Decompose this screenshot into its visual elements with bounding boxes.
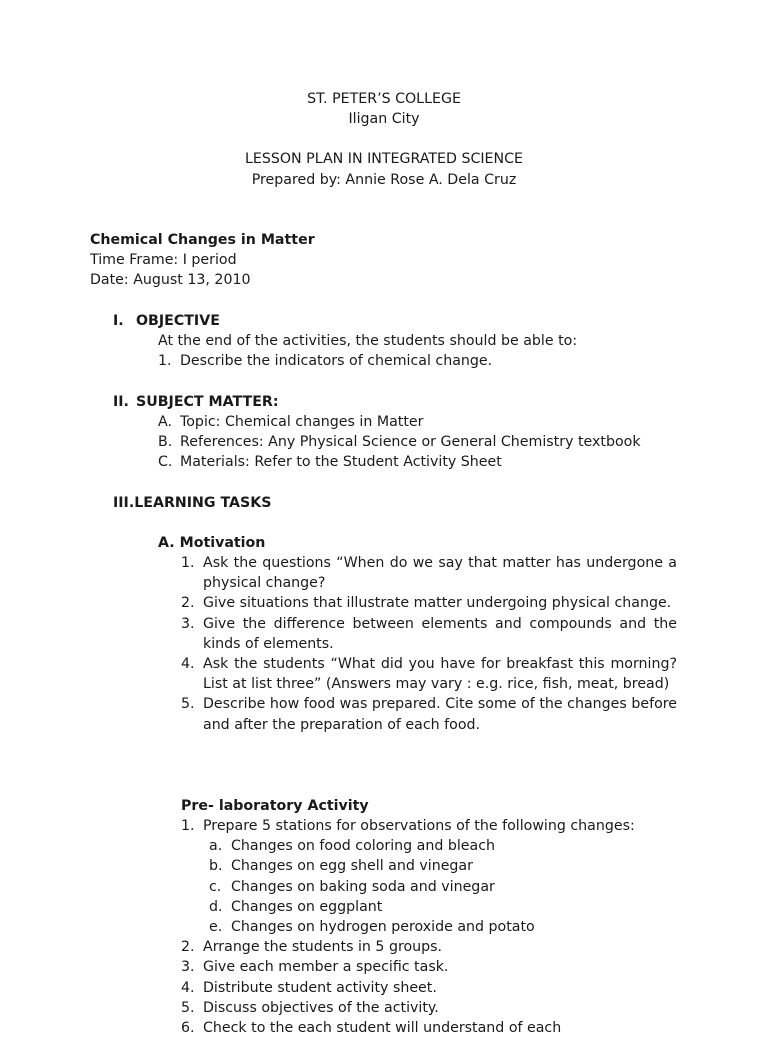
list-item: [158, 412, 688, 432]
objective-title: OBJECTIVE: [136, 313, 220, 329]
list-marker: 5.: [181, 696, 195, 713]
objective-heading: [113, 311, 713, 331]
list-item: [158, 432, 688, 452]
list-text: Ask the questions “When do we say that matter has undergone a physical change?: [203, 555, 677, 592]
list-text: Ask the students “What did you have for breakfast this morning? List at list three” (Answers may vary : e.g. rice, fish, meat, bread): [203, 656, 677, 693]
subject-matter-title: SUBJECT MATTER:: [136, 394, 279, 410]
list-marker: 3.: [181, 959, 195, 976]
list-text: Describe the indicators of chemical change.: [180, 353, 493, 370]
list-text: Distribute student activity sheet.: [203, 979, 437, 996]
list-item: [181, 694, 677, 734]
list-text: Changes on hydrogen peroxide and potato: [231, 919, 535, 936]
objective-body: [158, 331, 688, 371]
list-text: Changes on eggplant: [231, 898, 383, 915]
list-text: Arrange the students in 5 groups.: [203, 939, 443, 956]
list-marker: B.: [158, 434, 173, 451]
list-marker: 4.: [181, 656, 195, 673]
plan-title: LESSON PLAN IN INTEGRATED SCIENCE: [244, 151, 523, 168]
prepared-by: Prepared by: Annie Rose A. Dela Cruz: [251, 171, 517, 188]
list-marker: 1.: [181, 818, 195, 834]
school-name: ST. PETER’S COLLEGE: [307, 91, 461, 107]
list-text: References: Any Physical Science or General Chemistry textbook: [180, 434, 641, 451]
list-item: [209, 836, 701, 856]
list-text: Give each member a specific task.: [203, 959, 449, 976]
list-item: [181, 937, 701, 957]
list-text: Changes on food coloring and bleach: [231, 838, 496, 855]
list-marker: 5.: [181, 999, 195, 1016]
list-item: [181, 998, 701, 1018]
list-marker: 1.: [158, 353, 172, 370]
list-item: [209, 856, 701, 876]
list-item: [158, 452, 688, 472]
list-marker: e.: [209, 919, 223, 936]
list-marker: b.: [209, 858, 223, 875]
list-marker: C.: [158, 454, 173, 471]
list-text: Check to the each student will understand of each: [203, 1020, 562, 1037]
list-marker: 2.: [181, 595, 195, 612]
list-item: [209, 897, 701, 917]
list-item: [209, 917, 701, 937]
list-item: [181, 1018, 701, 1038]
list-text: Prepare 5 stations for observations of the following changes:: [203, 818, 635, 834]
list-marker: a.: [209, 838, 223, 855]
time-frame: Time Frame: I period: [90, 252, 237, 269]
list-marker: d.: [209, 898, 223, 915]
list-marker: 3.: [181, 615, 195, 632]
list-text: Give situations that illustrate matter undergoing physical change.: [203, 595, 672, 612]
list-item: [181, 654, 677, 694]
list-marker: 1.: [181, 555, 195, 571]
list-text: Changes on egg shell and vinegar: [231, 858, 473, 875]
list-marker: 2.: [181, 939, 195, 956]
stations-list: [181, 836, 701, 937]
list-marker: 4.: [181, 979, 195, 996]
list-text: Changes on baking soda and vinegar: [231, 878, 495, 895]
list-text: Give the difference between elements and compounds and the kinds of elements.: [203, 615, 677, 652]
list-marker: c.: [209, 878, 222, 895]
objective-intro: At the end of the activities, the students should be able to:: [158, 333, 578, 349]
list-item: [181, 553, 677, 593]
lesson-info: [90, 230, 690, 291]
list-item: [181, 614, 677, 654]
subject-matter-heading: [113, 392, 713, 412]
list-text: Materials: Refer to the Student Activity Sheet: [180, 454, 502, 471]
document-header: [0, 89, 768, 190]
lesson-title: Chemical Changes in Matter: [90, 232, 315, 248]
motivation-list: [181, 553, 677, 735]
list-item: [209, 877, 701, 897]
list-item: [181, 957, 701, 977]
subject-matter-number: II.: [113, 394, 129, 410]
lesson-date: Date: August 13, 2010: [90, 272, 251, 289]
subject-matter-list: [158, 412, 688, 473]
pre-lab-list: [181, 816, 701, 1038]
list-item: [181, 978, 701, 998]
motivation-heading: A. Motivation: [158, 535, 266, 551]
list-item: [181, 593, 677, 613]
list-text: Topic: Chemical changes in Matter: [180, 414, 424, 430]
list-item: [181, 816, 701, 836]
objective-number: I.: [113, 313, 124, 329]
list-marker: A.: [158, 414, 172, 430]
list-item: [158, 351, 688, 371]
school-city: Iligan City: [348, 111, 420, 128]
learning-tasks-heading: III.LEARNING TASKS: [113, 495, 272, 511]
list-marker: 6.: [181, 1020, 195, 1037]
list-text: Describe how food was prepared. Cite some of the changes before and after the preparation of each food.: [203, 696, 677, 733]
list-text: Discuss objectives of the activity.: [203, 999, 439, 1016]
pre-lab-heading: Pre- laboratory Activity: [181, 798, 369, 814]
